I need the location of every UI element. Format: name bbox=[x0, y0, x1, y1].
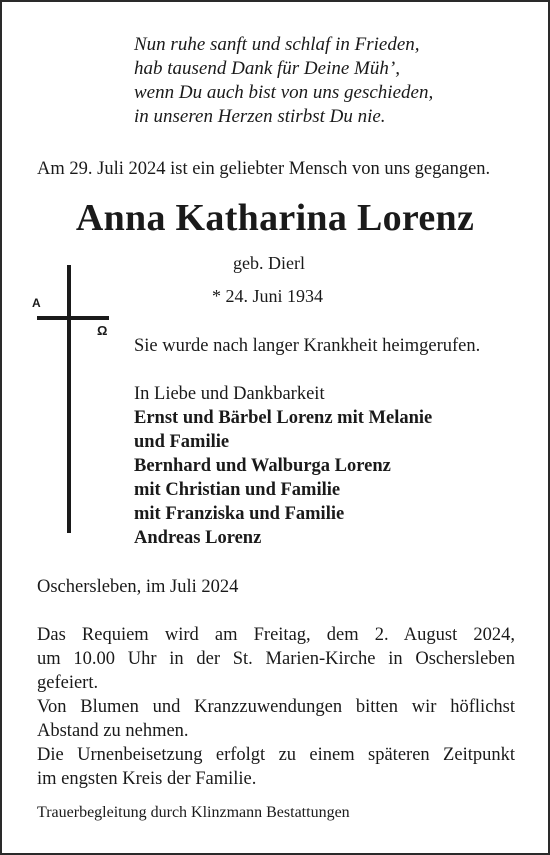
alpha-symbol: A bbox=[32, 296, 41, 310]
notice-line: Von Blumen und Kranzzuwendungen bitten wir höflichst bbox=[37, 697, 515, 717]
deceased-name: Anna Katharina Lorenz bbox=[75, 197, 475, 239]
mourner-line: Andreas Lorenz bbox=[134, 528, 262, 548]
notice-line: im engsten Kreis der Familie. bbox=[37, 769, 257, 789]
memorial-poem bbox=[134, 33, 433, 129]
poem-line: hab tausend Dank für Deine Müh’, bbox=[134, 58, 400, 79]
notice-line: Die Urnenbeisetzung erfolgt zu einem späteren Zeitpunkt bbox=[37, 745, 515, 765]
mourner-line: mit Franziska und Familie bbox=[134, 504, 345, 524]
notice-line: Das Requiem wird am Freitag, dem 2. August 2024, bbox=[37, 625, 515, 645]
mourners-intro: In Liebe und Dankbarkeit bbox=[134, 384, 325, 404]
notice-line: Abstand zu nehmen. bbox=[37, 721, 189, 741]
poem-line: Nun ruhe sanft und schlaf in Frieden, bbox=[134, 34, 420, 55]
cross-horizontal-beam bbox=[37, 316, 109, 320]
undertaker-credit: Trauerbegleitung durch Klinzmann Bestattungen bbox=[37, 804, 350, 821]
omega-symbol: Ω bbox=[97, 323, 108, 338]
mourner-line: und Familie bbox=[134, 432, 230, 452]
mourner-line: mit Christian und Familie bbox=[134, 480, 341, 500]
service-notice bbox=[37, 623, 515, 791]
death-announcement: Am 29. Juli 2024 ist ein geliebter Mensch von uns gegangen. bbox=[37, 159, 491, 179]
notice-line: gefeiert. bbox=[37, 673, 99, 693]
place-date: Oschersleben, im Juli 2024 bbox=[37, 577, 239, 597]
born-name: geb. Dierl bbox=[233, 253, 305, 273]
notice-line: um 10.00 Uhr in der St. Marien-Kirche in Oschersleben bbox=[37, 649, 515, 669]
birth-date: * 24. Juni 1934 bbox=[212, 286, 324, 306]
poem-line: wenn Du auch bist von uns geschieden, bbox=[134, 82, 434, 103]
mourner-line: Ernst und Bärbel Lorenz mit Melanie bbox=[134, 408, 433, 428]
cross-vertical-beam bbox=[67, 265, 71, 533]
poem-line: in unseren Herzen stirbst Du nie. bbox=[134, 106, 386, 127]
mourner-line: Bernhard und Walburga Lorenz bbox=[134, 456, 391, 476]
death-message: Sie wurde nach langer Krankheit heimgerufen. bbox=[134, 336, 481, 356]
mourners-block bbox=[134, 334, 480, 550]
